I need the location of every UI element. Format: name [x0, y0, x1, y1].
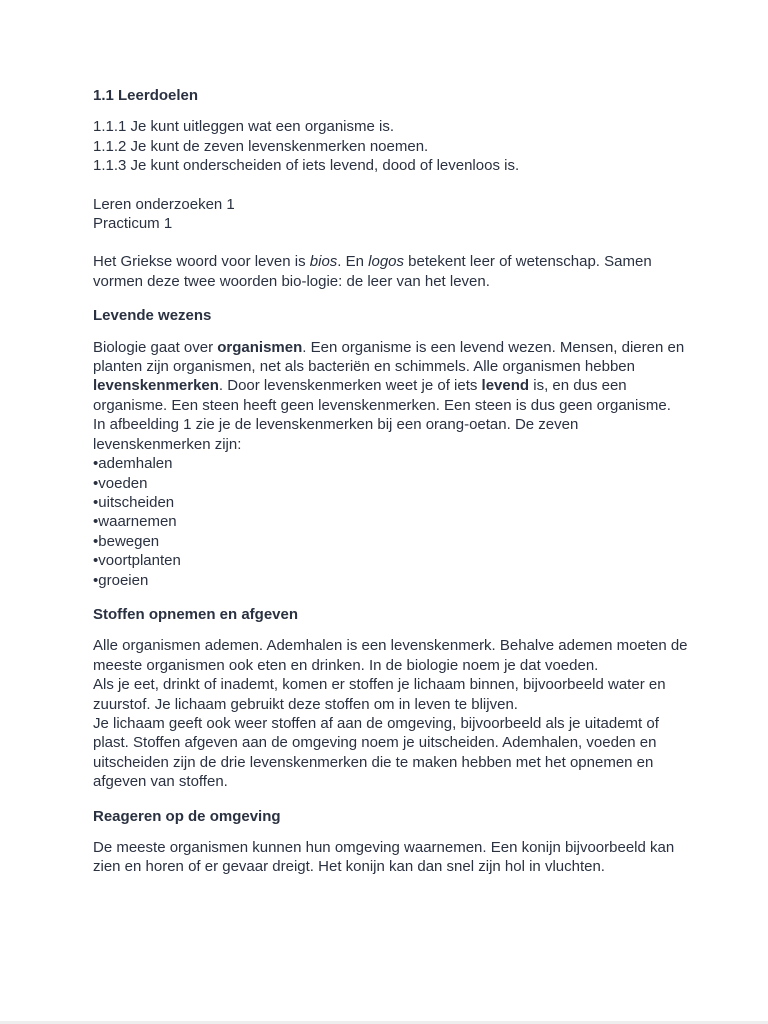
text: Biologie gaat over [93, 338, 218, 356]
reference-research: Leren onderzoeken 1 [93, 195, 235, 213]
list-item: • voortplanten [93, 551, 693, 570]
learning-goal: 1.1.1 Je kunt uitleggen wat een organisme is. [93, 118, 395, 136]
section-heading-stoffen: Stoffen opnemen en afgeven [93, 605, 299, 623]
substances-paragraph: Als je eet, drinkt of inademt, komen er stoffen je lichaam binnen, bijvoorbeeld water en zuurstof. Je lichaam gebruikt deze stoffen om in leven te blijven. [93, 676, 666, 713]
text: . Een organisme is een levend wezen. Mensen, dieren en planten zijn organismen, net als bacteriën en schimmels. Alle organismen hebben [93, 338, 685, 376]
text: . Door levenskenmerken weet je of iets [218, 377, 482, 395]
list-item: • ademhalen [93, 454, 693, 473]
text: betekent leer of wetenschap. Samen vormen deze twee woorden bio-logie: de leer van het leven. [93, 253, 652, 290]
section-heading-levende-wezens: Levende wezens [93, 307, 212, 325]
text: is, en dus een organisme. Een steen heeft geen levenskenmerken. Een steen is dus geen organisme. [93, 377, 671, 414]
list-item: • waarnemen [93, 512, 693, 531]
substances-paragraph: Alle organismen ademen. Ademhalen is een levenskenmerk. Behalve ademen moeten de meeste organismen ook eten en drinken. In de biologie noem je dat voeden. [93, 637, 688, 674]
term-bios: bios [309, 253, 338, 271]
term-organismen: organismen [217, 338, 303, 356]
term-levend: levend [481, 377, 530, 395]
characteristics-list [93, 454, 693, 590]
list-item: • uitscheiden [93, 493, 693, 512]
section-heading-leerdoelen: 1.1 Leerdoelen [93, 87, 199, 104]
list-item: • voeden [93, 474, 693, 493]
environment-paragraph: De meeste organismen kunnen hun omgeving waarnemen. Een konijn bijvoorbeeld kan zien en horen of er gevaar dreigt. Het konijn kan dan snel zijn hol in vluchten. [93, 839, 675, 876]
living-beings-paragraph [93, 338, 693, 416]
list-item: • bewegen [93, 532, 693, 551]
text: Het Griekse woord voor leven is [93, 253, 310, 271]
list-item: • groeien [93, 571, 693, 590]
section-heading-reageren: Reageren op de omgeving [93, 807, 281, 825]
reference-practicum: Practicum 1 [93, 215, 173, 233]
term-levenskenmerken: levenskenmerken [93, 377, 219, 395]
text: . En [337, 253, 369, 271]
learning-goal: 1.1.3 Je kunt onderscheiden of iets levend, dood of levenloos is. [93, 157, 520, 175]
learning-goal: 1.1.2 Je kunt de zeven levenskenmerken noemen. [93, 137, 429, 155]
characteristics-intro: In afbeelding 1 zie je de levenskenmerken bij een orang-oetan. De zeven levenskenmerken zijn: [93, 416, 579, 453]
learning-goals [93, 117, 693, 175]
substances-paragraph: Je lichaam geeft ook weer stoffen af aan de omgeving, bijvoorbeeld als je uitademt of plast. Stoffen afgeven aan de omgeving noem je uitscheiden. Ademhalen, voeden en uitscheiden zijn de drie levenskenmerken die te maken hebben met het opnemen en afgeven van stoffen. [93, 714, 659, 791]
intro-paragraph [93, 252, 693, 291]
term-logos: logos [368, 253, 405, 271]
document-page [93, 86, 693, 877]
